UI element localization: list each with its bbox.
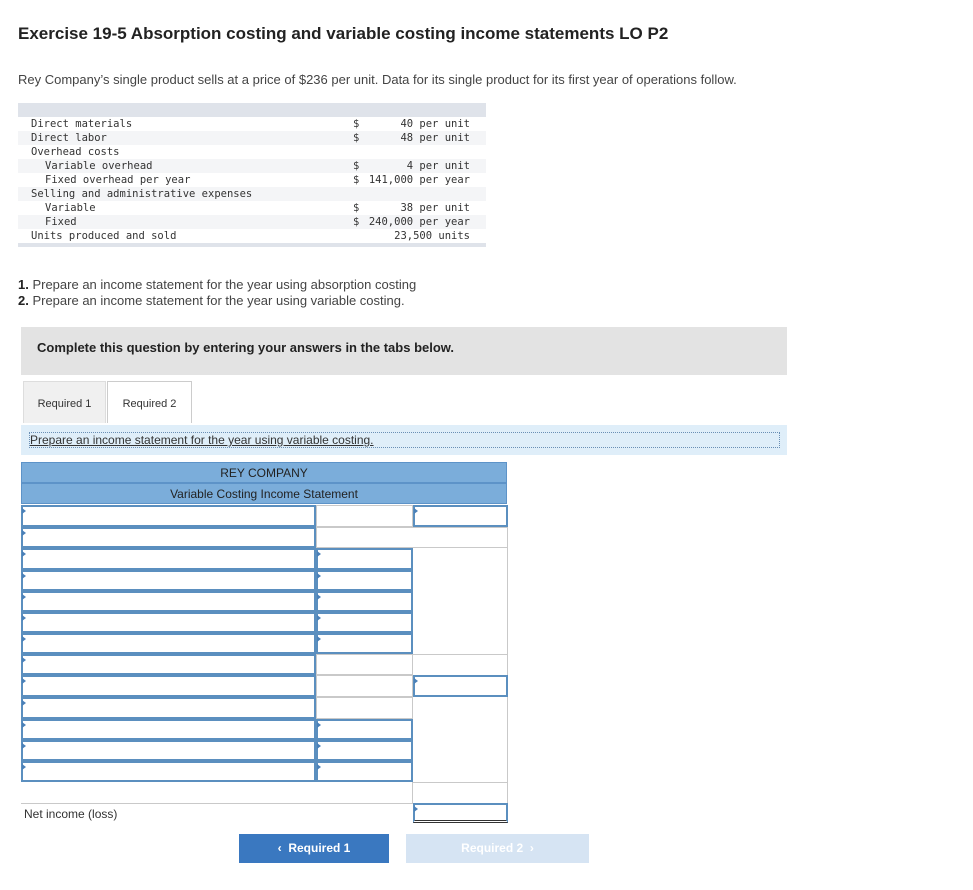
chevron-right-icon: › <box>523 841 534 855</box>
net-income-label: Net income (loss) <box>24 807 118 821</box>
data-row: Fixed overhead per year $ 141,000 per year <box>45 174 470 186</box>
net-income-input[interactable] <box>413 803 508 823</box>
tabs-banner: Complete this question by entering your answers in the tabs below. <box>21 327 787 375</box>
table-divider <box>413 654 508 655</box>
empty-cell <box>316 505 413 527</box>
amount-input[interactable] <box>316 761 413 782</box>
problem-intro: Rey Company’s single product sells at a price of $236 per unit. Data for its single product for its first year of operations follow. <box>18 72 737 87</box>
statement-heading: Variable Costing Income Statement <box>21 483 507 504</box>
product-data-table <box>18 103 486 247</box>
statement-label-input[interactable] <box>21 654 316 675</box>
total-amount-input[interactable] <box>413 505 508 527</box>
data-row: Variable overhead $ 4 per unit <box>18 159 486 173</box>
empty-cell <box>316 675 413 697</box>
company-name: REY COMPANY <box>21 462 507 483</box>
page-title: Exercise 19-5 Absorption costing and variable costing income statements LO P2 <box>18 24 669 43</box>
statement-label-input[interactable] <box>21 675 316 697</box>
statement-label-input[interactable] <box>21 570 316 591</box>
amount-input[interactable] <box>316 633 413 654</box>
instruction-1: 1. Prepare an income statement for the year using absorption costing <box>18 277 417 292</box>
chevron-left-icon: ‹ <box>277 841 289 855</box>
table-divider <box>413 782 508 783</box>
empty-cell <box>316 527 508 548</box>
statement-label-input[interactable] <box>21 719 316 740</box>
instructions <box>18 277 416 309</box>
data-row: Direct materials $ 40 per unit <box>31 118 470 130</box>
data-row: Units produced and sold 23,500 units <box>31 230 470 242</box>
statement-label-input[interactable] <box>21 740 316 761</box>
tab-required-2[interactable]: Required 2 <box>107 381 192 423</box>
empty-cell <box>316 697 413 719</box>
statement-label-input[interactable] <box>21 612 316 633</box>
instruction-2: 2. Prepare an income statement for the year using variable costing. <box>18 293 405 308</box>
data-row: Direct labor $ 48 per unit <box>18 131 486 145</box>
empty-cell <box>316 654 413 675</box>
amount-input[interactable] <box>316 612 413 633</box>
next-required-2-button: Required 2 › <box>406 834 589 863</box>
statement-label-input[interactable] <box>21 761 316 782</box>
amount-input[interactable] <box>316 740 413 761</box>
statement-label-input[interactable] <box>21 527 316 548</box>
amount-input[interactable] <box>316 719 413 740</box>
amount-input[interactable] <box>316 570 413 591</box>
amount-input[interactable] <box>316 591 413 612</box>
data-row: Variable $ 38 per unit <box>45 202 470 214</box>
statement-label-input[interactable] <box>21 505 316 527</box>
data-row: Selling and administrative expenses <box>18 187 486 201</box>
tab-required-1[interactable]: Required 1 <box>23 381 106 423</box>
statement-label-input[interactable] <box>21 633 316 654</box>
total-amount-input[interactable] <box>413 675 508 697</box>
question-prompt: Prepare an income statement for the year using variable costing. <box>21 425 787 455</box>
prev-required-1-button[interactable]: ‹ Required 1 <box>239 834 389 863</box>
data-row: Fixed $ 240,000 per year <box>18 215 486 229</box>
data-row: Overhead costs <box>31 146 120 158</box>
statement-label-input[interactable] <box>21 591 316 612</box>
amount-input[interactable] <box>316 548 413 570</box>
statement-label-input[interactable] <box>21 697 316 719</box>
statement-label-input[interactable] <box>21 548 316 570</box>
